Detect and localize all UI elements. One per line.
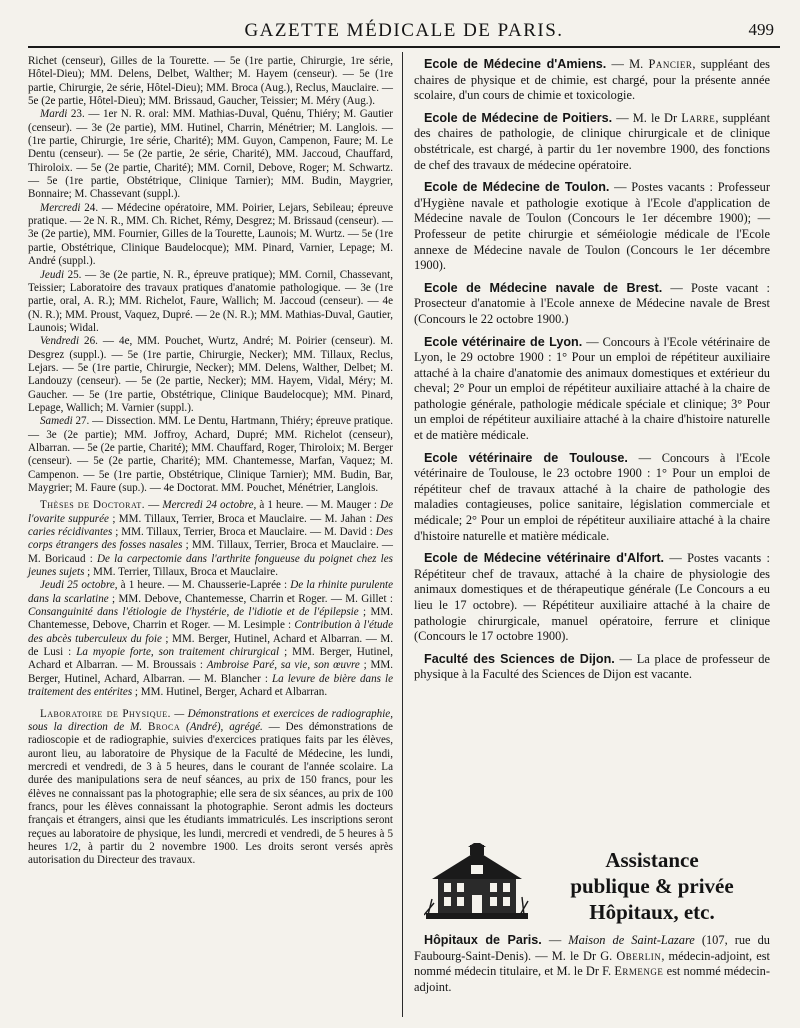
header-rule xyxy=(28,46,780,48)
text: , suppléant des chaires de physique et de chimie, est chargé, pour la présente année scolaire, d'un cours de chimie et toxicologie. xyxy=(414,57,770,103)
text: — M. le Dr xyxy=(612,110,682,125)
hospital-building-icon xyxy=(424,843,530,921)
left-column xyxy=(28,55,393,868)
notice-toulon xyxy=(414,180,770,274)
person-name: Larre xyxy=(681,110,716,125)
person-name: Pancier xyxy=(648,57,693,71)
text: ; MM. Berger, Hutinel, Achard et Albarran. — M. de Lusi : xyxy=(28,632,393,659)
exam-paragraph: Richet (censeur), Gilles de la Tourette. — 5e (1re partie, Chirurgie, 1re série, Hôtel-Dieu); MM. Delens, Delbet, Walther; M. Hayem (censeur). — 5e (1re partie, Chirurgie, 2e série, Hôtel-Dieu); MM. Broca (Aug.), Reclus, Mauclaire. — 5e (2e partie, Hôtel-Dieu); MM. Brissaud, Gaucher, Teissier; M. Méry (Aug.). xyxy=(28,55,393,108)
notice-dijon xyxy=(414,652,770,683)
page-number: 499 xyxy=(748,20,774,39)
day-label: Samedi xyxy=(40,415,73,428)
text: ; MM. Debove, Chantemesse, Charrin et Roger. — M. Gillet : xyxy=(108,592,393,605)
banner-line: Assistance xyxy=(605,848,699,872)
notice-heading: Ecole de Médecine navale de Brest. xyxy=(424,280,663,295)
place-name: Maison de Saint-Lazare xyxy=(568,933,695,947)
thesis-title: De la rhinite purulente dans la scarlatine xyxy=(28,579,393,605)
banner-title xyxy=(536,847,768,925)
text: — Poste vacant : Prosecteur d'anatomie à l'Ecole annexe de Médecine navale de Brest (Concours le 22 octobre 1900.) xyxy=(414,280,770,326)
text: ; MM. Terrier, Tillaux, Broca et Mauclaire. xyxy=(84,566,278,579)
theses-jeudi-paragraph xyxy=(28,579,393,699)
lab-title: (André), agrégé. xyxy=(180,720,263,733)
notice-amiens xyxy=(414,57,770,104)
lab-title: — Démonstrations et exercices de radiographie, sous la direction de M. xyxy=(28,707,393,733)
right-column xyxy=(414,57,770,690)
notice-heading: Hôpitaux de Paris. xyxy=(424,933,542,947)
text: , suppléant des chaires de pathologie, de clinique chirurgicale et de clinique obstétricale, est chargé, à partir du 1er novembre 1900, des fonctions de chef des travaux de médecine opératoire. xyxy=(414,110,771,172)
thesis-title: La levure de bière dans le traitement des entérites xyxy=(28,672,394,699)
notice-heading: Faculté des Sciences de Dijon. xyxy=(424,651,615,666)
notice-heading: Ecole de Médecine de Toulon. xyxy=(424,180,610,195)
text: , médecin-adjoint, est nommé médecin titulaire, et M. le Dr F. xyxy=(414,948,770,979)
notice-heading: Ecole de Médecine vétérinaire d'Alfort. xyxy=(424,551,665,566)
thesis-title: Contribution à l'étude des abcès tuberculeux du foie xyxy=(28,619,393,645)
text: — Postes vacants : Professeur d'Hygiène navale et pathologie exotique à l'Ecole d'application de Médecine navale de Toulon (Concours le 1er décembre 1900); — Professeur de petite chirurgie et séméiologie médicale de l'Ecole annexe de Médecine navale de Toulon (Concours le 1er décembre 1900). xyxy=(414,180,770,273)
thesis-title: La myopie forte, son traitement chirurgical xyxy=(76,646,280,659)
text: ; MM. Tillaux, Terrier, Broca et Mauclaire. — M. Jahan : xyxy=(108,512,376,525)
date-label: Jeudi 25 octobre, xyxy=(40,579,118,592)
text: — xyxy=(541,933,569,947)
day-label: Mardi xyxy=(40,108,68,121)
thesis-title: Ambroise Paré, sa vie, son œuvre xyxy=(206,659,360,672)
text: — Concours à l'Ecole vétérinaire de Toulouse, le 23 octobre 1900 : 1° Pour un emploi de répétiteur chef de travaux attaché à la chaire de pathologie des maladies contagieuses, police sanitaire, législation commerciale et médicale; 2° Pour un emploi de répétiteur auxiliaire attaché à la chaire d'histoire naturelle et matière médicale. xyxy=(414,450,771,543)
notice-toulouse xyxy=(414,451,770,545)
text: — La place de professeur de physique à la Faculté des Sciences de Dijon est vacante. xyxy=(414,651,771,682)
text: ; MM. Hutinel, Berger, Achard et Albarran. xyxy=(132,686,328,699)
lab-text: — Des démonstrations de radioscopie et de radiographie, suivies d'exercices pratiques faits par les élèves, auront lieu, au laboratoire de Physique de la Faculté de Médecine, les lundi, mercredi et vendredi, de 3 à 5 heures, dans le courant de l'année scolaire. La durée des manipulations sera de neuf séances, au prix de 150 francs, pour les élèves ne connaissant pas la photographie; elle sera de six séances, au prix de 100 francs, pour les élèves connaissant la photographie. Seront admis les docteurs français et étrangers, ainsi que les étudiants immatriculés. Les inscriptions seront reçues au laboratoire de physique, les lundi, mercredi et vendredi, de 5 heures à 5 heures 1/2, à partir du 2 novembre 1900. Les droits seront versés après autorisation du Directeur des travaux. xyxy=(28,720,393,867)
notice-alfort xyxy=(414,551,770,645)
notice-brest xyxy=(414,281,770,328)
thesis-title: Des corps étrangers des fosses nasales xyxy=(28,526,393,552)
person-name: Broca xyxy=(147,720,181,733)
exam-paragraph-mardi xyxy=(28,108,393,201)
exam-paragraph-samedi xyxy=(28,415,393,495)
thesis-title: Consanguinité dans l'étiologie de l'hystérie, de l'idiotie et de l'épilepsie xyxy=(28,606,359,619)
notice-heading: Ecole vétérinaire de Toulouse. xyxy=(424,450,628,465)
notice-heading: Ecole vétérinaire de Lyon. xyxy=(424,334,583,349)
column-divider xyxy=(402,52,403,1017)
notice-heading: Ecole de Médecine de Poitiers. xyxy=(424,110,613,125)
text: ; MM. Berger, Hutinel, Achard, Albarran. — M. Blancher : xyxy=(28,659,393,685)
page-header xyxy=(28,18,780,44)
day-label: Vendredi xyxy=(40,335,80,348)
banner-line: publique & privée xyxy=(570,874,734,898)
person-name: Oberlin xyxy=(616,948,662,963)
day-label: Jeudi xyxy=(40,268,65,281)
text: ; MM. Chantemesse, Debove, Charrin et Roger. — M. Lesimple : xyxy=(28,606,394,632)
day-label: Mercredi xyxy=(40,201,81,214)
exam-text: 24. — Médecine opératoire, MM. Poirier, Lejars, Sebileau; épreuve pratique. — 2e N. R., MM. Ch. Richet, Rémy, Desgrez; M. Brissaud (censeur). — 3e (2e partie), MM. Fournier, Gilles de la Tourette, Launois; M. Wurtz. — 5e (1re partie, Obstétrique, Clinique Baudelocque); MM. Pinard, Varnier, Lepage; M. André (suppl.). xyxy=(28,201,393,268)
theses-paragraph: Thèses de Doctorat. — Mercredi 24 octobre, à 1 heure. — M. Mauger : De l'ovarite suppurée ; MM. Tillaux, Terrier, Broca et Mauclaire. — M. Jahan : Des caries récidivantes ; MM. Tillaux, Terrier, Broca et Mauclaire. — M. David : Des corps étrangers des fosses nasales ; MM. Tillaux, Terrier, Broca et Mauclaire. — M. Boricaud : De la carpectomie dans l'arthrite fongueuse du poignet chez les jeunes sujets ; MM. Terrier, Tillaux, Broca et Mauclaire. xyxy=(28,499,394,579)
thesis-title: De la carpectomie dans l'arthrite fongueuse du poignet chez les jeunes sujets xyxy=(28,552,393,579)
exam-paragraph-vendredi xyxy=(28,335,393,415)
notice-lyon xyxy=(414,335,770,444)
exam-text: 26. — 4e, MM. Pouchet, Wurtz, André; M. Poirier (censeur). M. Desgrez (suppl.). — 5e (1re partie, Chirurgie, Necker); MM. Tillaux, Reclus, Lejars. — 5e (1re partie, Chirurgie, Necker); MM. Delens, Walther, Delbet; M. Landouzy (censeur). — 5e (2e partie, Necker); MM. Hayem, Vidal, Méry; M. Gaucher. — 5e (1re partie, Obstétrique, Clinique Baudelocque); MM. Pinard, Lepage, Wallich; M. Varnier (suppl.). xyxy=(28,335,393,414)
text: — M. xyxy=(606,57,649,71)
exam-text: 27. — Dissection. MM. Le Dentu, Hartmann, Thiéry; épreuve pratique. — 3e (2e partie); MM. Joffroy, Achard, Dupré; MM. Richelot (censeur), Albarran. — 5e (2e partie, Charité); MM. Chauffard, Roger, Thiroloix; M. Berger (censeur). — 5e (2e partie, Charité); MM. Chantemesse, Marfan, Vaquez; M. Campenon. — 5e (1re partie, Obstétrique, Clinique Tarnier); MM. Budin, Bar, Maygrier; M. Faure (sup.). — 4e Doctorat. MM. Pouchet, Ménétrier, Langlois. xyxy=(28,415,393,494)
notice-heading: Ecole de Médecine d'Amiens. xyxy=(424,57,607,71)
section-banner xyxy=(414,843,770,923)
exam-paragraph-mercredi xyxy=(28,202,393,269)
notice-hopitaux xyxy=(414,933,770,995)
banner-line: Hôpitaux, etc. xyxy=(589,900,715,924)
text: à 1 heure. — M. Mauger : xyxy=(256,499,381,512)
date-label: Mercredi 24 octobre, xyxy=(162,499,257,512)
journal-title: GAZETTE MÉDICALE DE PARIS. xyxy=(244,20,564,41)
exam-paragraph-jeudi xyxy=(28,269,393,336)
text: ; MM. Tillaux, Terrier, Broca et Mauclaire. — M. David : xyxy=(112,526,376,539)
hospitals-section xyxy=(414,933,770,995)
notice-poitiers xyxy=(414,111,770,173)
text: ; MM. Berger, Hutinel, Achard et Albarran. — M. Broussais : xyxy=(28,646,393,672)
text: à 1 heure. — M. Chausserie-Laprée : xyxy=(117,579,291,592)
exam-text: 25. — 3e (2e partie, N. R., épreuve pratique); MM. Cornil, Chassevant, Teissier; Laboratoire des travaux pratiques d'anatomie pathologique. — 3e (1re partie, oral, A. R.); MM. Richelot, Faure, Wallich; M. Jaccoud (censeur). — 4e (N. R.); MM. Proust, Vaquez, Dupré. — 2e (N. R.); MM. Mathias-Duval, Gautier, Launois; Widal. xyxy=(28,268,393,334)
text: est nommé médecin-adjoint. xyxy=(414,964,770,994)
text: — Postes vacants : Répétiteur chef de travaux, attaché à la chaire de physiologie des animaux domestiques et de thérapeutique générale (Le Concours a eu lieu le 17 octobre). — Répétiteur auxiliaire attaché à la chaire de pathologie chirurgicale, manuel opératoire, ferrure et clinique (Concours le 17 octobre 1900). xyxy=(414,551,770,644)
exam-text: 23. — 1er N. R. oral: MM. Mathias-Duval, Quénu, Thiéry; M. Gautier (censeur). — 3e (2e partie), MM. Hutinel, Charrin, Ménétrier; M. Langlois. — (1re partie, Chirurgie, 1re série, Charité); MM. Guyon, Campenon, Faure; M. Le Dentu (censeur). — 5e (2e partie, 2e série, Charité), MM. Jaccoud, Chauffard, Thiroloix. — 5e (2e partie, Charité); MM. Cornil, Debove, Roger; M. Schwartz. — 5e (1re partie, Obstétrique, Clinique Tarnier); MM. Budin, Maygrier, Bonnaire; M. Chassevant (suppl.). xyxy=(28,108,393,201)
section-label: Thèses de Doctorat. xyxy=(40,499,146,512)
laboratory-paragraph xyxy=(28,708,393,868)
section-label: Laboratoire de Physique. xyxy=(40,707,171,720)
text: — Concours à l'Ecole vétérinaire de Lyon, le 29 octobre 1900 : 1° Pour un emploi de répétiteur auxiliaire attaché à la chaire d'anatomie des animaux domestiques et extérieur du cheval; 2° Pour un emploi de répétiteur auxiliaire attaché à la chaire de pathologie générale, pathologie médicale spéciale et clinique; 3° Pour un emploi de répétiteur auxiliaire attaché à la chaire d'histoire naturelle et de matière médicale. xyxy=(414,334,770,443)
thesis-title: Des caries récidivantes xyxy=(28,512,393,539)
text: ; MM. Tillaux, Terrier, Broca et Mauclaire. — M. Boricaud : xyxy=(28,539,393,565)
text: (107, rue du Faubourg-Saint-Denis). — M. le Dr G. xyxy=(414,933,770,963)
person-name: Ermenge xyxy=(614,964,664,979)
thesis-title: De l'ovarite suppurée xyxy=(28,499,394,525)
